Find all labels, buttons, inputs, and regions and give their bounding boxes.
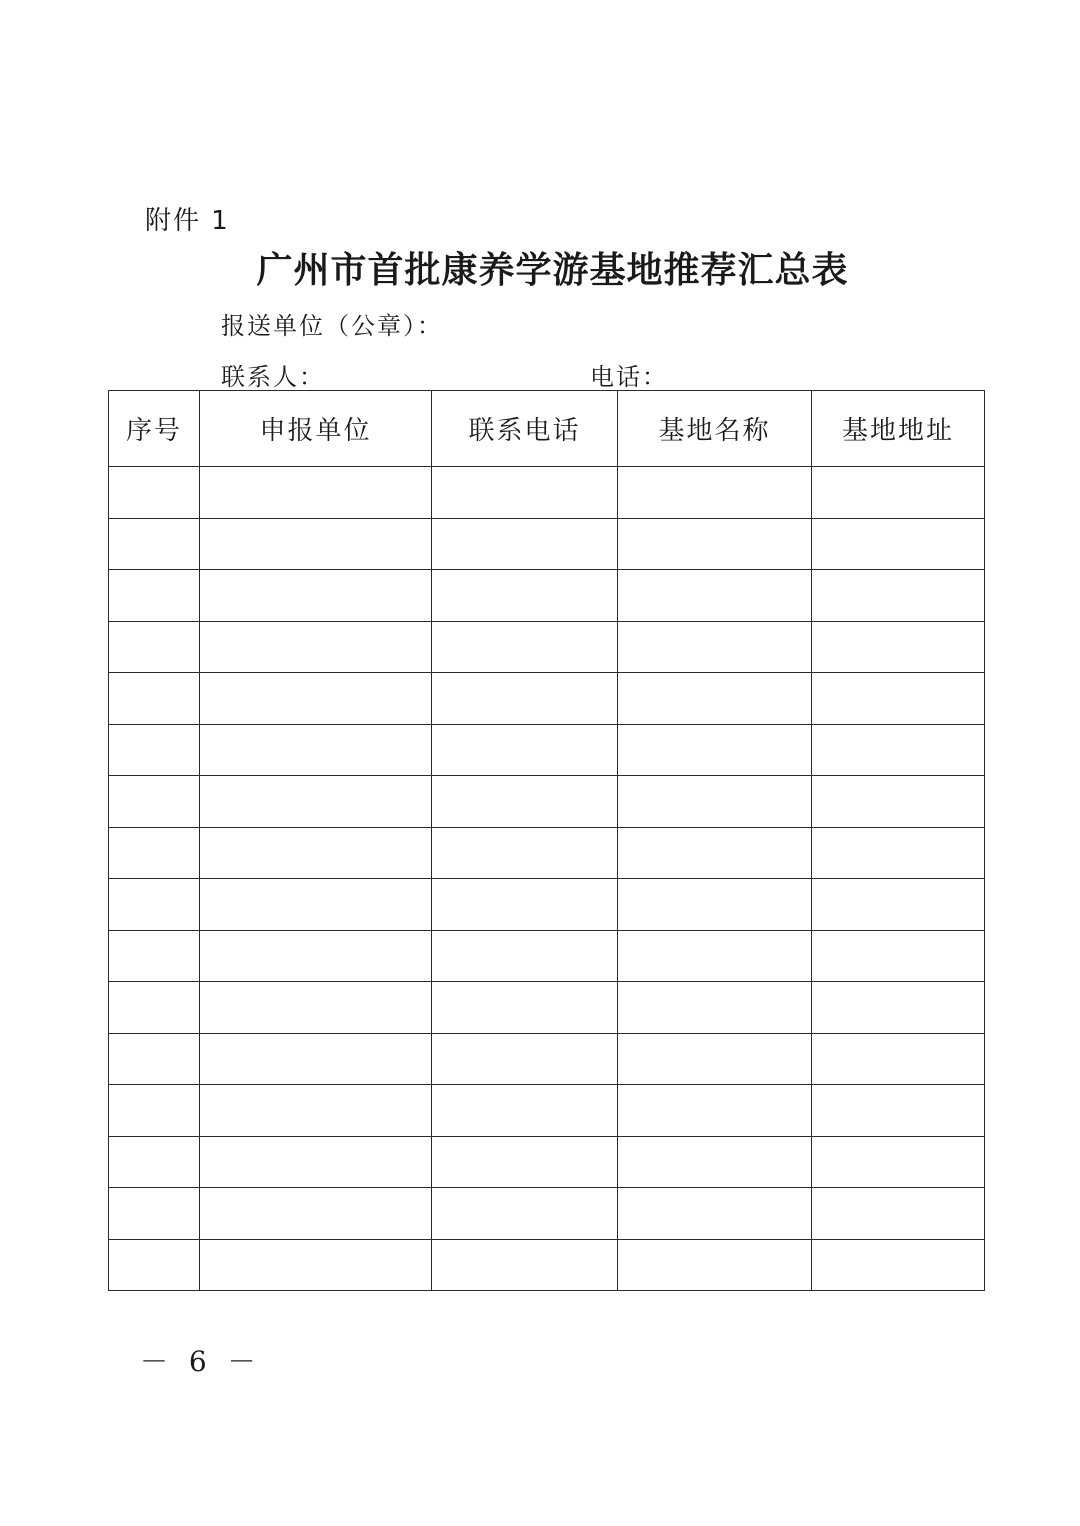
table-cell[interactable] bbox=[812, 982, 985, 1034]
document-title: 广州市首批康养学游基地推荐汇总表 bbox=[256, 249, 849, 291]
table-row bbox=[109, 621, 985, 673]
table-cell[interactable] bbox=[812, 930, 985, 982]
table-row bbox=[109, 673, 985, 725]
page-number: － 6 － bbox=[140, 1345, 262, 1378]
table-cell[interactable] bbox=[618, 518, 812, 570]
table-cell[interactable] bbox=[432, 776, 618, 828]
column-header-base-address: 基地地址 bbox=[812, 391, 985, 467]
table-cell[interactable] bbox=[109, 982, 200, 1034]
table-row bbox=[109, 1085, 985, 1137]
table-cell[interactable] bbox=[200, 570, 432, 622]
table-cell[interactable] bbox=[109, 776, 200, 828]
table-row bbox=[109, 570, 985, 622]
table-cell[interactable] bbox=[200, 673, 432, 725]
table-cell[interactable] bbox=[618, 570, 812, 622]
table-cell[interactable] bbox=[618, 1033, 812, 1085]
table-cell[interactable] bbox=[618, 673, 812, 725]
table-cell[interactable] bbox=[109, 827, 200, 879]
table-cell[interactable] bbox=[812, 570, 985, 622]
table-cell[interactable] bbox=[812, 518, 985, 570]
table-cell[interactable] bbox=[812, 776, 985, 828]
table-cell[interactable] bbox=[432, 1033, 618, 1085]
table-cell[interactable] bbox=[200, 1239, 432, 1291]
contact-label: 联系人： bbox=[221, 363, 325, 391]
table-cell[interactable] bbox=[200, 518, 432, 570]
phone-label: 电话： bbox=[590, 363, 668, 391]
table-cell[interactable] bbox=[432, 1085, 618, 1137]
table-cell[interactable] bbox=[432, 982, 618, 1034]
table-cell[interactable] bbox=[200, 879, 432, 931]
table-cell[interactable] bbox=[200, 467, 432, 519]
table-cell[interactable] bbox=[432, 673, 618, 725]
column-header-serial: 序号 bbox=[109, 391, 200, 467]
table-cell[interactable] bbox=[200, 776, 432, 828]
table-cell[interactable] bbox=[109, 1136, 200, 1188]
table-row bbox=[109, 1239, 985, 1291]
table-cell[interactable] bbox=[109, 879, 200, 931]
table-row bbox=[109, 827, 985, 879]
table-cell[interactable] bbox=[432, 467, 618, 519]
table-cell[interactable] bbox=[432, 1136, 618, 1188]
table-cell[interactable] bbox=[432, 570, 618, 622]
table-cell[interactable] bbox=[618, 1239, 812, 1291]
table-cell[interactable] bbox=[109, 724, 200, 776]
table-cell[interactable] bbox=[812, 621, 985, 673]
table-cell[interactable] bbox=[812, 724, 985, 776]
table-cell[interactable] bbox=[812, 1239, 985, 1291]
reporting-unit-label: 报送单位（公章）： bbox=[221, 312, 443, 340]
table-cell[interactable] bbox=[812, 1085, 985, 1137]
table-cell[interactable] bbox=[200, 930, 432, 982]
column-header-contact-phone: 联系电话 bbox=[432, 391, 618, 467]
table-cell[interactable] bbox=[109, 1033, 200, 1085]
table-cell[interactable] bbox=[200, 1136, 432, 1188]
table-cell[interactable] bbox=[432, 518, 618, 570]
table-header-row bbox=[109, 391, 985, 467]
table-cell[interactable] bbox=[432, 724, 618, 776]
table-cell[interactable] bbox=[812, 879, 985, 931]
column-header-applicant-unit: 申报单位 bbox=[200, 391, 432, 467]
table-row bbox=[109, 879, 985, 931]
table-row bbox=[109, 1136, 985, 1188]
table-cell[interactable] bbox=[618, 1188, 812, 1240]
table-row bbox=[109, 1188, 985, 1240]
table-cell[interactable] bbox=[200, 827, 432, 879]
table-cell[interactable] bbox=[618, 467, 812, 519]
table-cell[interactable] bbox=[200, 724, 432, 776]
table-cell[interactable] bbox=[109, 673, 200, 725]
table-cell[interactable] bbox=[812, 1136, 985, 1188]
table-row bbox=[109, 467, 985, 519]
attachment-label: 附件 1 bbox=[145, 206, 230, 236]
table-cell[interactable] bbox=[618, 1085, 812, 1137]
table-cell[interactable] bbox=[109, 930, 200, 982]
table-row bbox=[109, 518, 985, 570]
table-row bbox=[109, 724, 985, 776]
table-cell[interactable] bbox=[109, 1085, 200, 1137]
table-cell[interactable] bbox=[432, 621, 618, 673]
table-cell[interactable] bbox=[200, 1188, 432, 1240]
table-cell[interactable] bbox=[812, 1033, 985, 1085]
table-row bbox=[109, 1033, 985, 1085]
table-cell[interactable] bbox=[200, 1085, 432, 1137]
table-cell[interactable] bbox=[812, 467, 985, 519]
table-cell[interactable] bbox=[618, 930, 812, 982]
table-cell[interactable] bbox=[432, 930, 618, 982]
column-header-base-name: 基地名称 bbox=[618, 391, 812, 467]
table-cell[interactable] bbox=[200, 1033, 432, 1085]
table-cell[interactable] bbox=[200, 621, 432, 673]
table-cell[interactable] bbox=[109, 1188, 200, 1240]
table-cell[interactable] bbox=[109, 518, 200, 570]
table-cell[interactable] bbox=[432, 879, 618, 931]
table-cell[interactable] bbox=[618, 982, 812, 1034]
table-cell[interactable] bbox=[618, 776, 812, 828]
table-cell[interactable] bbox=[109, 621, 200, 673]
table-cell[interactable] bbox=[200, 982, 432, 1034]
table-cell[interactable] bbox=[109, 570, 200, 622]
table-cell[interactable] bbox=[618, 879, 812, 931]
table-cell[interactable] bbox=[618, 724, 812, 776]
table-cell[interactable] bbox=[618, 1136, 812, 1188]
table-cell[interactable] bbox=[812, 673, 985, 725]
table-cell[interactable] bbox=[812, 1188, 985, 1240]
table-cell[interactable] bbox=[618, 621, 812, 673]
table-cell[interactable] bbox=[109, 1239, 200, 1291]
table-row bbox=[109, 982, 985, 1034]
summary-table bbox=[108, 390, 985, 1291]
table-cell[interactable] bbox=[618, 827, 812, 879]
table-cell[interactable] bbox=[432, 1188, 618, 1240]
table-cell[interactable] bbox=[432, 827, 618, 879]
table-cell[interactable] bbox=[812, 827, 985, 879]
table-row bbox=[109, 930, 985, 982]
table-cell[interactable] bbox=[432, 1239, 618, 1291]
table-cell[interactable] bbox=[109, 467, 200, 519]
table-row bbox=[109, 776, 985, 828]
